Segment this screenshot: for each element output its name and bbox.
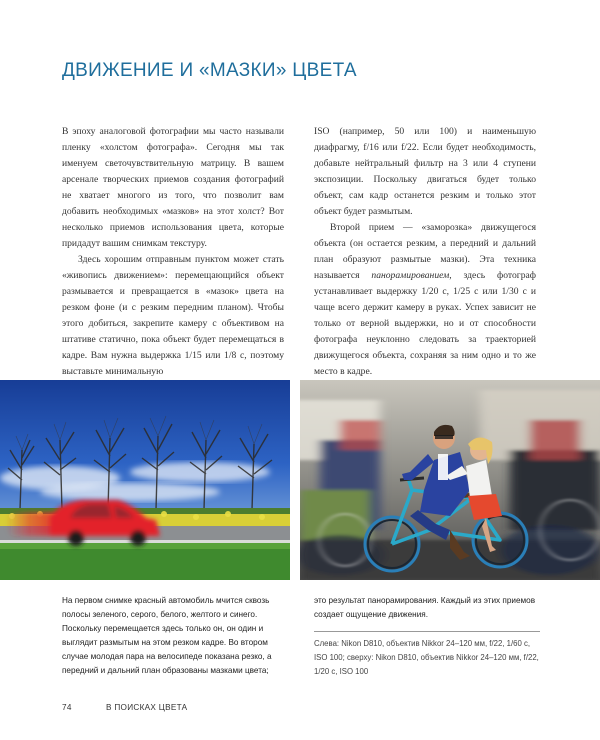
body-column-left xyxy=(62,124,284,380)
body-paragraph: Здесь хорошим отправным пунктом может стать «живопись движением»: перемещающийся объект размывается и превращается в «мазок» цвета на резком фоне (и с резким передним планом). Чтобы этого добиться, закрепите камеру с объективом на штативе статично, пока объект будет перемещаться в кадре. Вам нужна выдержка 1/15 или 1/8 с, поэтому выставьте минимальную xyxy=(62,254,284,377)
body-paragraph: ISO (например, 50 или 100) и наименьшую диафрагму, f/16 или f/22. Если будет необходимость, добавьте нейтральный фильтр на 3 или 4 ступени экспозиции. Поскольку двигаться будет только объект, сам кадр останется резким и только этот объект будет размытым. xyxy=(314,126,536,217)
panning-term: панорамированием xyxy=(371,270,450,281)
bicycle-photo-illustration xyxy=(300,380,600,580)
photo-caption: На первом снимке красный автомобиль мчится сквозь полосы зеленого, серого, белого, желтого и синего. Поскольку перемещается здесь только он, он один и выглядит размытым на этом резком кадре. Во втором случае молодая пара на велосипеде показана резко, а передний и дальний план образованы мазками цвета; xyxy=(62,596,272,675)
page-footer xyxy=(62,703,187,712)
camera-settings-credit: Слева: Nikon D810, объектив Nikkor 24–120 мм, f/22, 1/60 с, ISO 100; сверху: Nikon D810, объектив Nikkor 24–120 мм, f/22, 1/20 с, ISO 100 xyxy=(314,639,539,676)
body-column-right xyxy=(314,124,536,380)
page-number: 74 xyxy=(62,703,72,712)
caption-left xyxy=(62,594,284,678)
photo-couple-bicycle xyxy=(300,380,600,580)
photo-caption-continued: это результат панорамирования. Каждый из этих приемов создает ощущение движения. xyxy=(314,596,536,619)
body-paragraph: В эпоху аналоговой фотографии мы часто называли пленку «холстом фотографа». Сегодня мы так именуем светочувствительную матрицу. В вашем арсенале творческих приемов создания фотографий не хватает многого из того, что позволит вам добавить необходимых «мазков» на этот холст? Вот несколько приемов использования цвета, которые придадут вашим снимкам текстуру. xyxy=(62,126,284,249)
caption-divider xyxy=(314,631,540,632)
body-paragraph-panning xyxy=(314,220,536,380)
caption-right xyxy=(314,594,540,679)
red-car-photo-illustration xyxy=(0,380,290,580)
running-head: В ПОИСКАХ ЦВЕТА xyxy=(106,703,188,712)
panning-text-before: Второй прием — «заморозка» движущегося объекта (он остается резким, а передний и дальний план образуют размытые мазки). Эта техника называется xyxy=(314,222,536,281)
photo-red-car xyxy=(0,380,290,580)
page-title: ДВИЖЕНИЕ И «МАЗКИ» ЦВЕТА xyxy=(62,60,357,81)
panning-text-after: , здесь фотограф устанавливает выдержку 1/20 с, 1/25 с или 1/30 с и чаще всего держит камеру в руках. Успех зависит не только от верной выдержки, но и от способности фотографа неуклонно следовать за траекторией движущегося объекта, сохраняя за ним одно и то же место в кадре. xyxy=(314,270,536,377)
